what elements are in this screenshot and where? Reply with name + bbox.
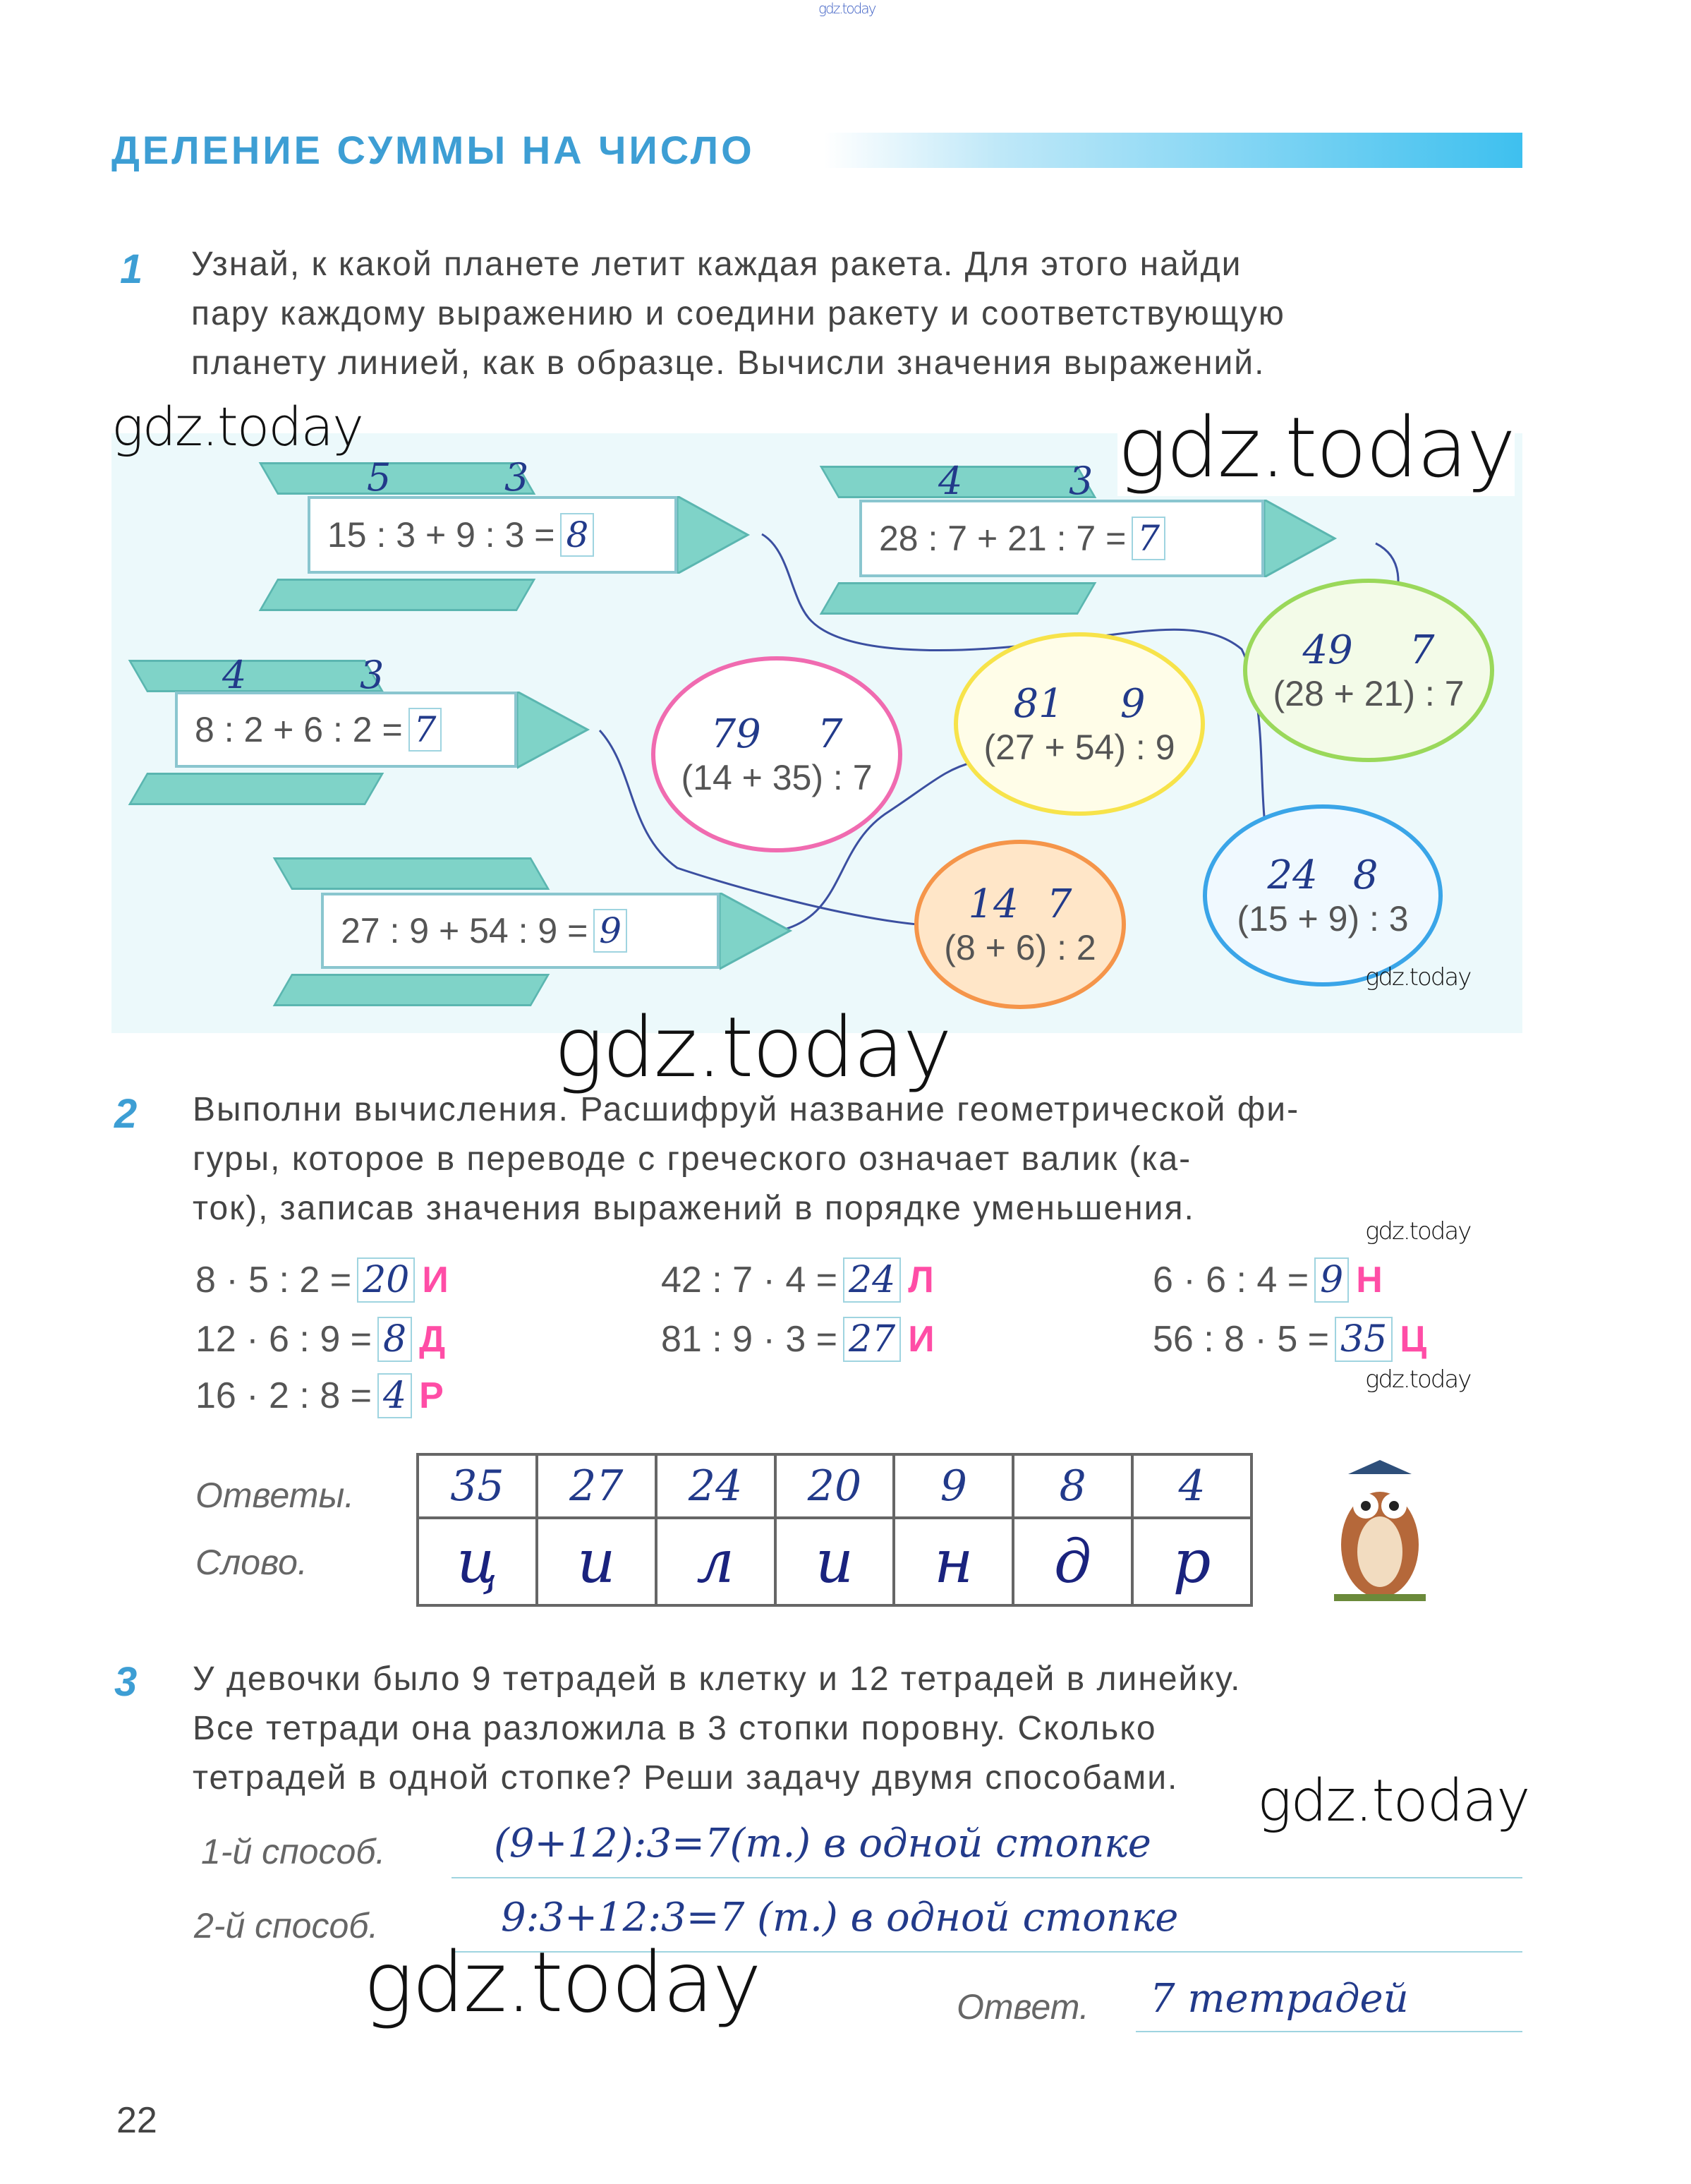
- owl-illustration: [1320, 1453, 1440, 1608]
- answer: 8: [560, 513, 594, 557]
- answer-label: Ответ.: [957, 1987, 1089, 2027]
- watermark: gdz.today: [554, 999, 951, 1096]
- text-line: тетрадей в одной стопке? Реши задачу двумя способами.: [193, 1759, 1179, 1797]
- planet-expression: (28 + 21) : 7: [1273, 673, 1465, 713]
- text-line: ток), записав значения выражений в порядке уменьшения.: [193, 1190, 1195, 1227]
- text-line: гуры, которое в переводе с греческого означает валик (ка-: [193, 1140, 1192, 1178]
- answer-table: [416, 1453, 1253, 1607]
- letter-cell: л: [656, 1518, 775, 1605]
- partial-result: 4: [938, 459, 963, 503]
- equation: 12 · 6 : 9 = 8 Д: [195, 1318, 446, 1361]
- equation: 56 : 8 · 5 = 35 Ц: [1153, 1318, 1427, 1361]
- text-line: Все тетради она разложила в 3 стопки поровну. Сколько: [193, 1710, 1157, 1747]
- page-title: ДЕЛЕНИЕ СУММЫ НА ЧИСЛО: [111, 128, 755, 172]
- answer-cell: 20: [775, 1454, 895, 1518]
- partial-result: 3: [360, 653, 384, 697]
- page-number: 22: [116, 2100, 157, 2141]
- answer: 24: [843, 1257, 901, 1303]
- text-line: планету линией, как в образце. Вычисли значения выражений.: [191, 344, 1266, 382]
- expression: 15 : 3 + 9 : 3 =: [327, 515, 555, 555]
- answer-cell: 8: [1013, 1454, 1132, 1518]
- answers-label: Ответы.: [195, 1476, 355, 1515]
- answer-cell: 27: [537, 1454, 656, 1518]
- equation: 16 · 2 : 8 = 4 Р: [195, 1375, 444, 1417]
- planet-orange: 14 7 (8 + 6) : 2: [914, 840, 1126, 1009]
- letter-cell: и: [775, 1518, 895, 1605]
- equation: 6 · 6 : 4 = 9 Н: [1153, 1259, 1383, 1301]
- answer-cell: 24: [656, 1454, 775, 1518]
- planet-blue: 24 8 (15 + 9) : 3: [1203, 804, 1443, 987]
- answer-cell: 35: [418, 1454, 537, 1518]
- watermark: gdz.today: [111, 395, 363, 458]
- letter-cell: д: [1013, 1518, 1132, 1605]
- planet-expression: (8 + 6) : 2: [944, 927, 1096, 967]
- task-number: 3: [114, 1659, 138, 1705]
- expression: 27 : 9 + 54 : 9 =: [341, 911, 588, 951]
- word-label: Слово.: [195, 1543, 308, 1582]
- text-line: пару каждому выражению и соедини ракету и соответствующую: [191, 295, 1285, 332]
- expression: 8 : 2 + 6 : 2 =: [195, 710, 403, 749]
- letter-cell: и: [537, 1518, 656, 1605]
- watermark: gdz.today: [1365, 963, 1471, 991]
- answer: 7: [408, 708, 442, 752]
- way2-solution: 9:3+12:3=7 (т.) в одной стопке: [501, 1895, 1179, 1941]
- letter-cell: ц: [418, 1518, 537, 1605]
- text-line: Выполни вычисления. Расшифруй название геометрической фи-: [193, 1091, 1300, 1128]
- task-number: 2: [114, 1091, 138, 1137]
- answer-cell: 9: [894, 1454, 1013, 1518]
- way1-solution: (9+12):3=7(т.) в одной стопке: [494, 1821, 1151, 1866]
- partial-result: 5: [367, 455, 392, 500]
- equation: 81 : 9 · 3 = 27 И: [661, 1318, 935, 1361]
- watermark: gdz.today: [1257, 1768, 1529, 1835]
- letter-cell: н: [894, 1518, 1013, 1605]
- answer: 9: [1314, 1257, 1349, 1303]
- planet-expression: (14 + 35) : 7: [681, 757, 873, 797]
- watermark: gdz.today: [363, 1933, 760, 2031]
- watermark: gdz.today: [1365, 1365, 1471, 1394]
- answer: 9: [593, 909, 627, 953]
- planet-yellow: 81 9 (27 + 54) : 9: [954, 632, 1205, 816]
- planet-green: 49 7 (28 + 21) : 7: [1243, 579, 1494, 762]
- planet-expression: (27 + 54) : 9: [983, 727, 1175, 767]
- equation: 8 · 5 : 2 = 20 И: [195, 1259, 449, 1301]
- answer-cell: 4: [1132, 1454, 1251, 1518]
- planet-pink: 79 7 (14 + 35) : 7: [651, 656, 902, 852]
- answer: 7: [1132, 517, 1165, 560]
- text-line: У девочки было 9 тетрадей в клетку и 12 тетрадей в линейку.: [193, 1660, 1242, 1698]
- way1-line: [451, 1821, 1522, 1878]
- answer-value: 7 тетрадей: [1150, 1976, 1409, 2022]
- letter-cell: р: [1132, 1518, 1251, 1605]
- partial-result: 4: [222, 653, 247, 697]
- watermark: gdz.today: [1117, 399, 1515, 496]
- answer: 4: [377, 1373, 412, 1418]
- watermark: gdz.today: [818, 0, 875, 17]
- task2-text: [193, 1085, 1526, 1233]
- answer: 35: [1335, 1317, 1393, 1362]
- way1-label: 1-й способ.: [201, 1832, 386, 1871]
- partial-result: 3: [504, 455, 529, 500]
- answer: 8: [377, 1317, 412, 1362]
- planet-expression: (15 + 9) : 3: [1237, 898, 1409, 939]
- answer-line: [1136, 1976, 1522, 2032]
- text-line: Узнай, к какой планете летит каждая ракета. Для этого найди: [191, 246, 1242, 283]
- way2-label: 2-й способ.: [194, 1906, 379, 1945]
- expression: 28 : 7 + 21 : 7 =: [879, 519, 1127, 558]
- partial-result: 3: [1069, 459, 1093, 503]
- equation: 42 : 7 · 4 = 24 Л: [661, 1259, 934, 1301]
- watermark: gdz.today: [1365, 1217, 1471, 1245]
- answer: 20: [357, 1257, 415, 1303]
- task-number: 1: [120, 246, 143, 292]
- answer: 27: [843, 1317, 901, 1362]
